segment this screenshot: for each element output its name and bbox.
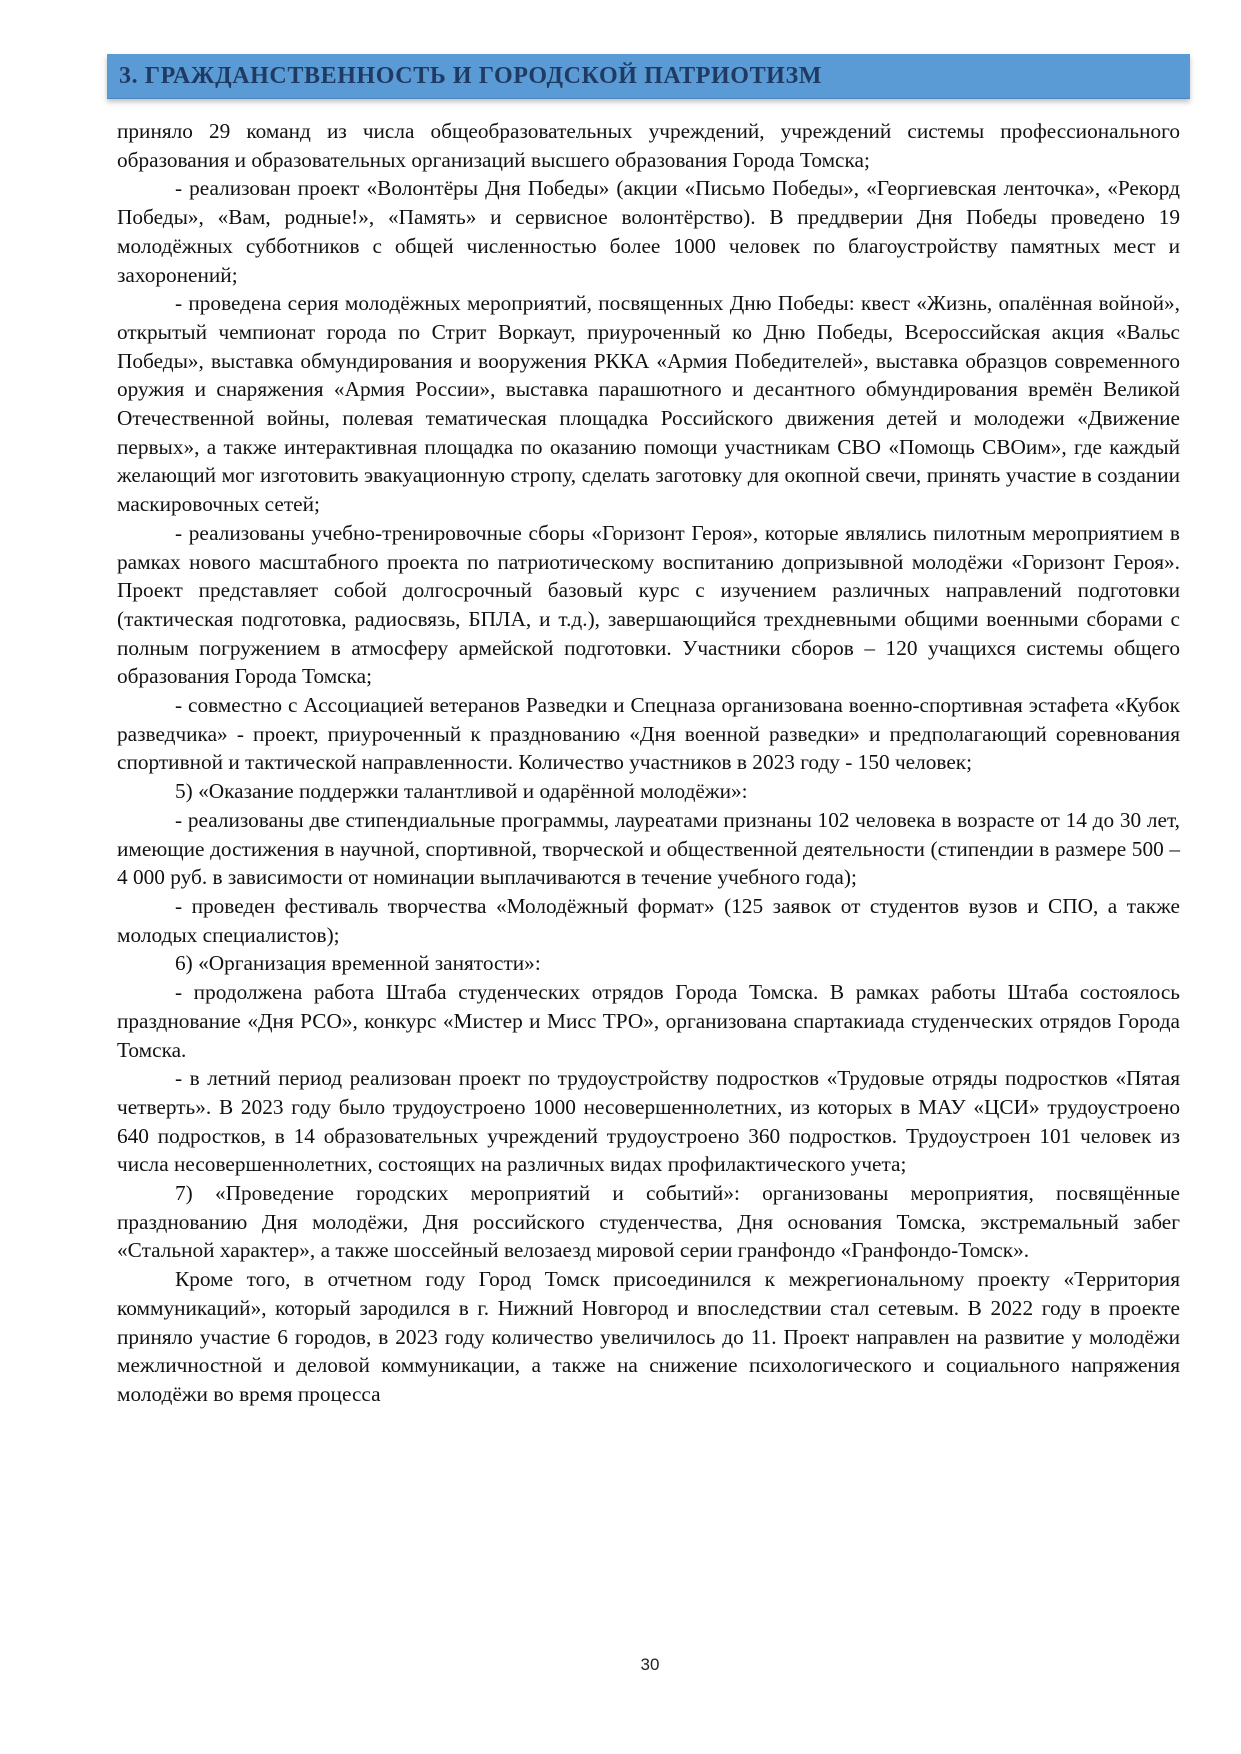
paragraph: - совместно с Ассоциацией ветеранов Разведки и Спецназа организована военно-спортивная эстафета «Кубок разведчика» - проект, приуроченный к празднованию «Дня военной разведки» и предполагающий соревнования спортивной и тактической направленности. Количество участников в 2023 году - 150 человек;	[117, 693, 1180, 775]
paragraph: - проведен фестиваль творчества «Молодёжный формат» (125 заявок от студентов вузов и СПО, а также молодых специалистов);	[117, 893, 1180, 947]
paragraph: - в летний период реализован проект по трудоустройству подростков «Трудовые отряды подростков «Пятая четверть». В 2023 году было трудоустроено 1000 несовершеннолетних, из которых в МАУ «ЦСИ» трудоустроено 640 подростков, в 14 образовательных учреждений трудоустроено 360 подростков. Трудоустроен 101 человек из числа несовершеннолетних, состоящих на различных видах профилактического учета;	[117, 1066, 1180, 1177]
paragraph: 5) «Оказание поддержки талантливой и одарённой молодёжи»:	[175, 779, 748, 804]
paragraph: 7) «Проведение городских мероприятий и событий»: организованы мероприятия, посвящённые празднованию Дня молодёжи, Дня российского студенчества, Дня основания Томска, экстремальный забег «Стальной характер», а также шоссейный велозаезд мировой серии гранфондо «Гранфондо-Томск».	[117, 1181, 1180, 1263]
paragraph: - реализован проект «Волонтёры Дня Победы» (акции «Письмо Победы», «Георгиевская ленточка», «Рекорд Победы», «Вам, родные!», «Память» и сервисное волонтёрство). В преддверии Дня Победы проведено 19 молодёжных субботников с общей численностью более 1000 человек по благоустройству памятных мест и захоронений;	[117, 176, 1180, 287]
document-body	[117, 117, 1180, 1409]
paragraph: приняло 29 команд из числа общеобразовательных учреждений, учреждений системы профессионального образования и образовательных организаций высшего образования Города Томска;	[117, 119, 1180, 172]
section-title: 3. ГРАЖДАНСТВЕННОСТЬ И ГОРОДСКОЙ ПАТРИОТИЗМ	[119, 63, 822, 89]
paragraph: - продолжена работа Штаба студенческих отрядов Города Томска. В рамках работы Штаба состоялось празднование «Дня РСО», конкурс «Мистер и Мисс ТРО», организована спартакиада студенческих отрядов Города Томска.	[117, 980, 1180, 1062]
paragraph: Кроме того, в отчетном году Город Томск присоединился к межрегиональному проекту «Территория коммуникаций», который зародился в г. Нижний Новгород и впоследствии стал сетевым. В 2022 году в проекте приняло участие 6 городов, в 2023 году количество увеличилось до 11. Проект направлен на развитие у молодёжи межличностной и деловой коммуникации, а также на снижение психологического и социального напряжения молодёжи во время процесса	[117, 1267, 1180, 1406]
section-header	[107, 54, 1190, 99]
paragraph: 6) «Организация временной занятости»:	[175, 951, 541, 976]
paragraph: - реализованы учебно-тренировочные сборы «Горизонт Героя», которые являлись пилотным мероприятием в рамках нового масштабного проекта по патриотическому воспитанию допризывной молодёжи «Горизонт Героя». Проект представляет собой долгосрочный базовый курс с изучением различных направлений подготовки (тактическая подготовка, радиосвязь, БПЛА, и т.д.), завершающийся трехдневными общими военными сборами с полным погружением в атмосферу армейской подготовки. Участники сборов – 120 учащихся системы общего образования Города Томска;	[117, 520, 1180, 689]
page-number: 30	[640, 1655, 660, 1674]
paragraph: - реализованы две стипендиальные программы, лауреатами признаны 102 человека в возрасте от 14 до 30 лет, имеющие достижения в научной, спортивной, творческой и общественной деятельности (стипендии в размере 500 – 4 000 руб. в зависимости от номинации выплачиваются в течение учебного года);	[117, 807, 1180, 890]
paragraph: - проведена серия молодёжных мероприятий, посвященных Дню Победы: квест «Жизнь, опалённая войной», открытый чемпионат города по Стрит Воркаут, приуроченный ко Дню Победы, Всероссийская акция «Вальс Победы», выставка обмундирования и вооружения РККА «Армия Победителей», выставка образцов современного оружия и снаряжения «Армия России», выставка парашютного и десантного обмундирования времён Великой Отечественной войны, полевая тематическая площадка Российского движения детей и молодежи «Движение первых», а также интерактивная площадка по оказанию помощи участникам СВО «Помощь СВОим», где каждый желающий мог изготовить эвакуационную стропу, сделать заготовку для окопной свечи, принять участие в создании маскировочных сетей;	[117, 291, 1180, 517]
